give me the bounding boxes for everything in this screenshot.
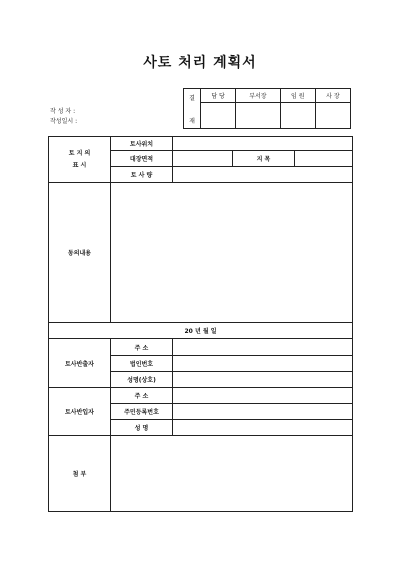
writer-info (50, 107, 77, 127)
discharger-corp-no-label: 법인번호 (111, 355, 173, 371)
category-label: 지 목 (233, 151, 295, 167)
receiver-label: 토사반입자 (49, 387, 111, 435)
consent-label: 동의내용 (49, 183, 111, 323)
approval-header-president: 사 장 (315, 89, 350, 103)
land-section-label: 토 지 의 표 시 (49, 137, 111, 183)
plan-form (48, 136, 353, 512)
receiver-id-no-label: 주민등록번호 (111, 403, 173, 419)
date-line: 20 년 월 일 (49, 323, 353, 339)
author-label: 작 성 자 : (50, 108, 76, 115)
attachment-field[interactable] (111, 435, 353, 511)
consent-field[interactable] (111, 183, 353, 323)
category-field[interactable] (295, 151, 353, 167)
page-title: 사토 처리 계획서 (143, 55, 257, 71)
approval-label-top: 결 (189, 94, 195, 102)
discharger-name-label: 성명(상호) (111, 371, 173, 387)
discharger-corp-no-field[interactable] (173, 355, 353, 371)
location-label: 토사위치 (111, 137, 173, 151)
receiver-address-field[interactable] (173, 387, 353, 403)
area-field[interactable] (173, 151, 233, 167)
discharger-label: 토사반출자 (49, 339, 111, 387)
location-field[interactable] (173, 137, 353, 151)
approval-header-staff: 담 당 (201, 89, 236, 103)
attachment-label: 첨 부 (49, 435, 111, 511)
amount-label: 토 사 량 (111, 167, 173, 183)
approval-sign-dept-head[interactable] (236, 103, 281, 129)
approval-label-bottom: 재 (189, 117, 195, 125)
discharger-address-label: 주 소 (111, 339, 173, 355)
approval-header-executive: 임 원 (280, 89, 315, 103)
approval-sign-executive[interactable] (280, 103, 315, 129)
receiver-name-field[interactable] (173, 419, 353, 435)
date-label: 작성일시 : (50, 118, 78, 125)
amount-field[interactable] (173, 167, 353, 183)
receiver-address-label: 주 소 (111, 387, 173, 403)
discharger-address-field[interactable] (173, 339, 353, 355)
discharger-name-field[interactable] (173, 371, 353, 387)
approval-sign-staff[interactable] (201, 103, 236, 129)
approval-header-dept-head: 부서장 (236, 89, 281, 103)
approval-label (184, 89, 201, 129)
receiver-id-no-field[interactable] (173, 403, 353, 419)
approval-sign-president[interactable] (315, 103, 350, 129)
receiver-name-label: 성 명 (111, 419, 173, 435)
approval-box (183, 88, 351, 129)
area-label: 대장면적 (111, 151, 173, 167)
